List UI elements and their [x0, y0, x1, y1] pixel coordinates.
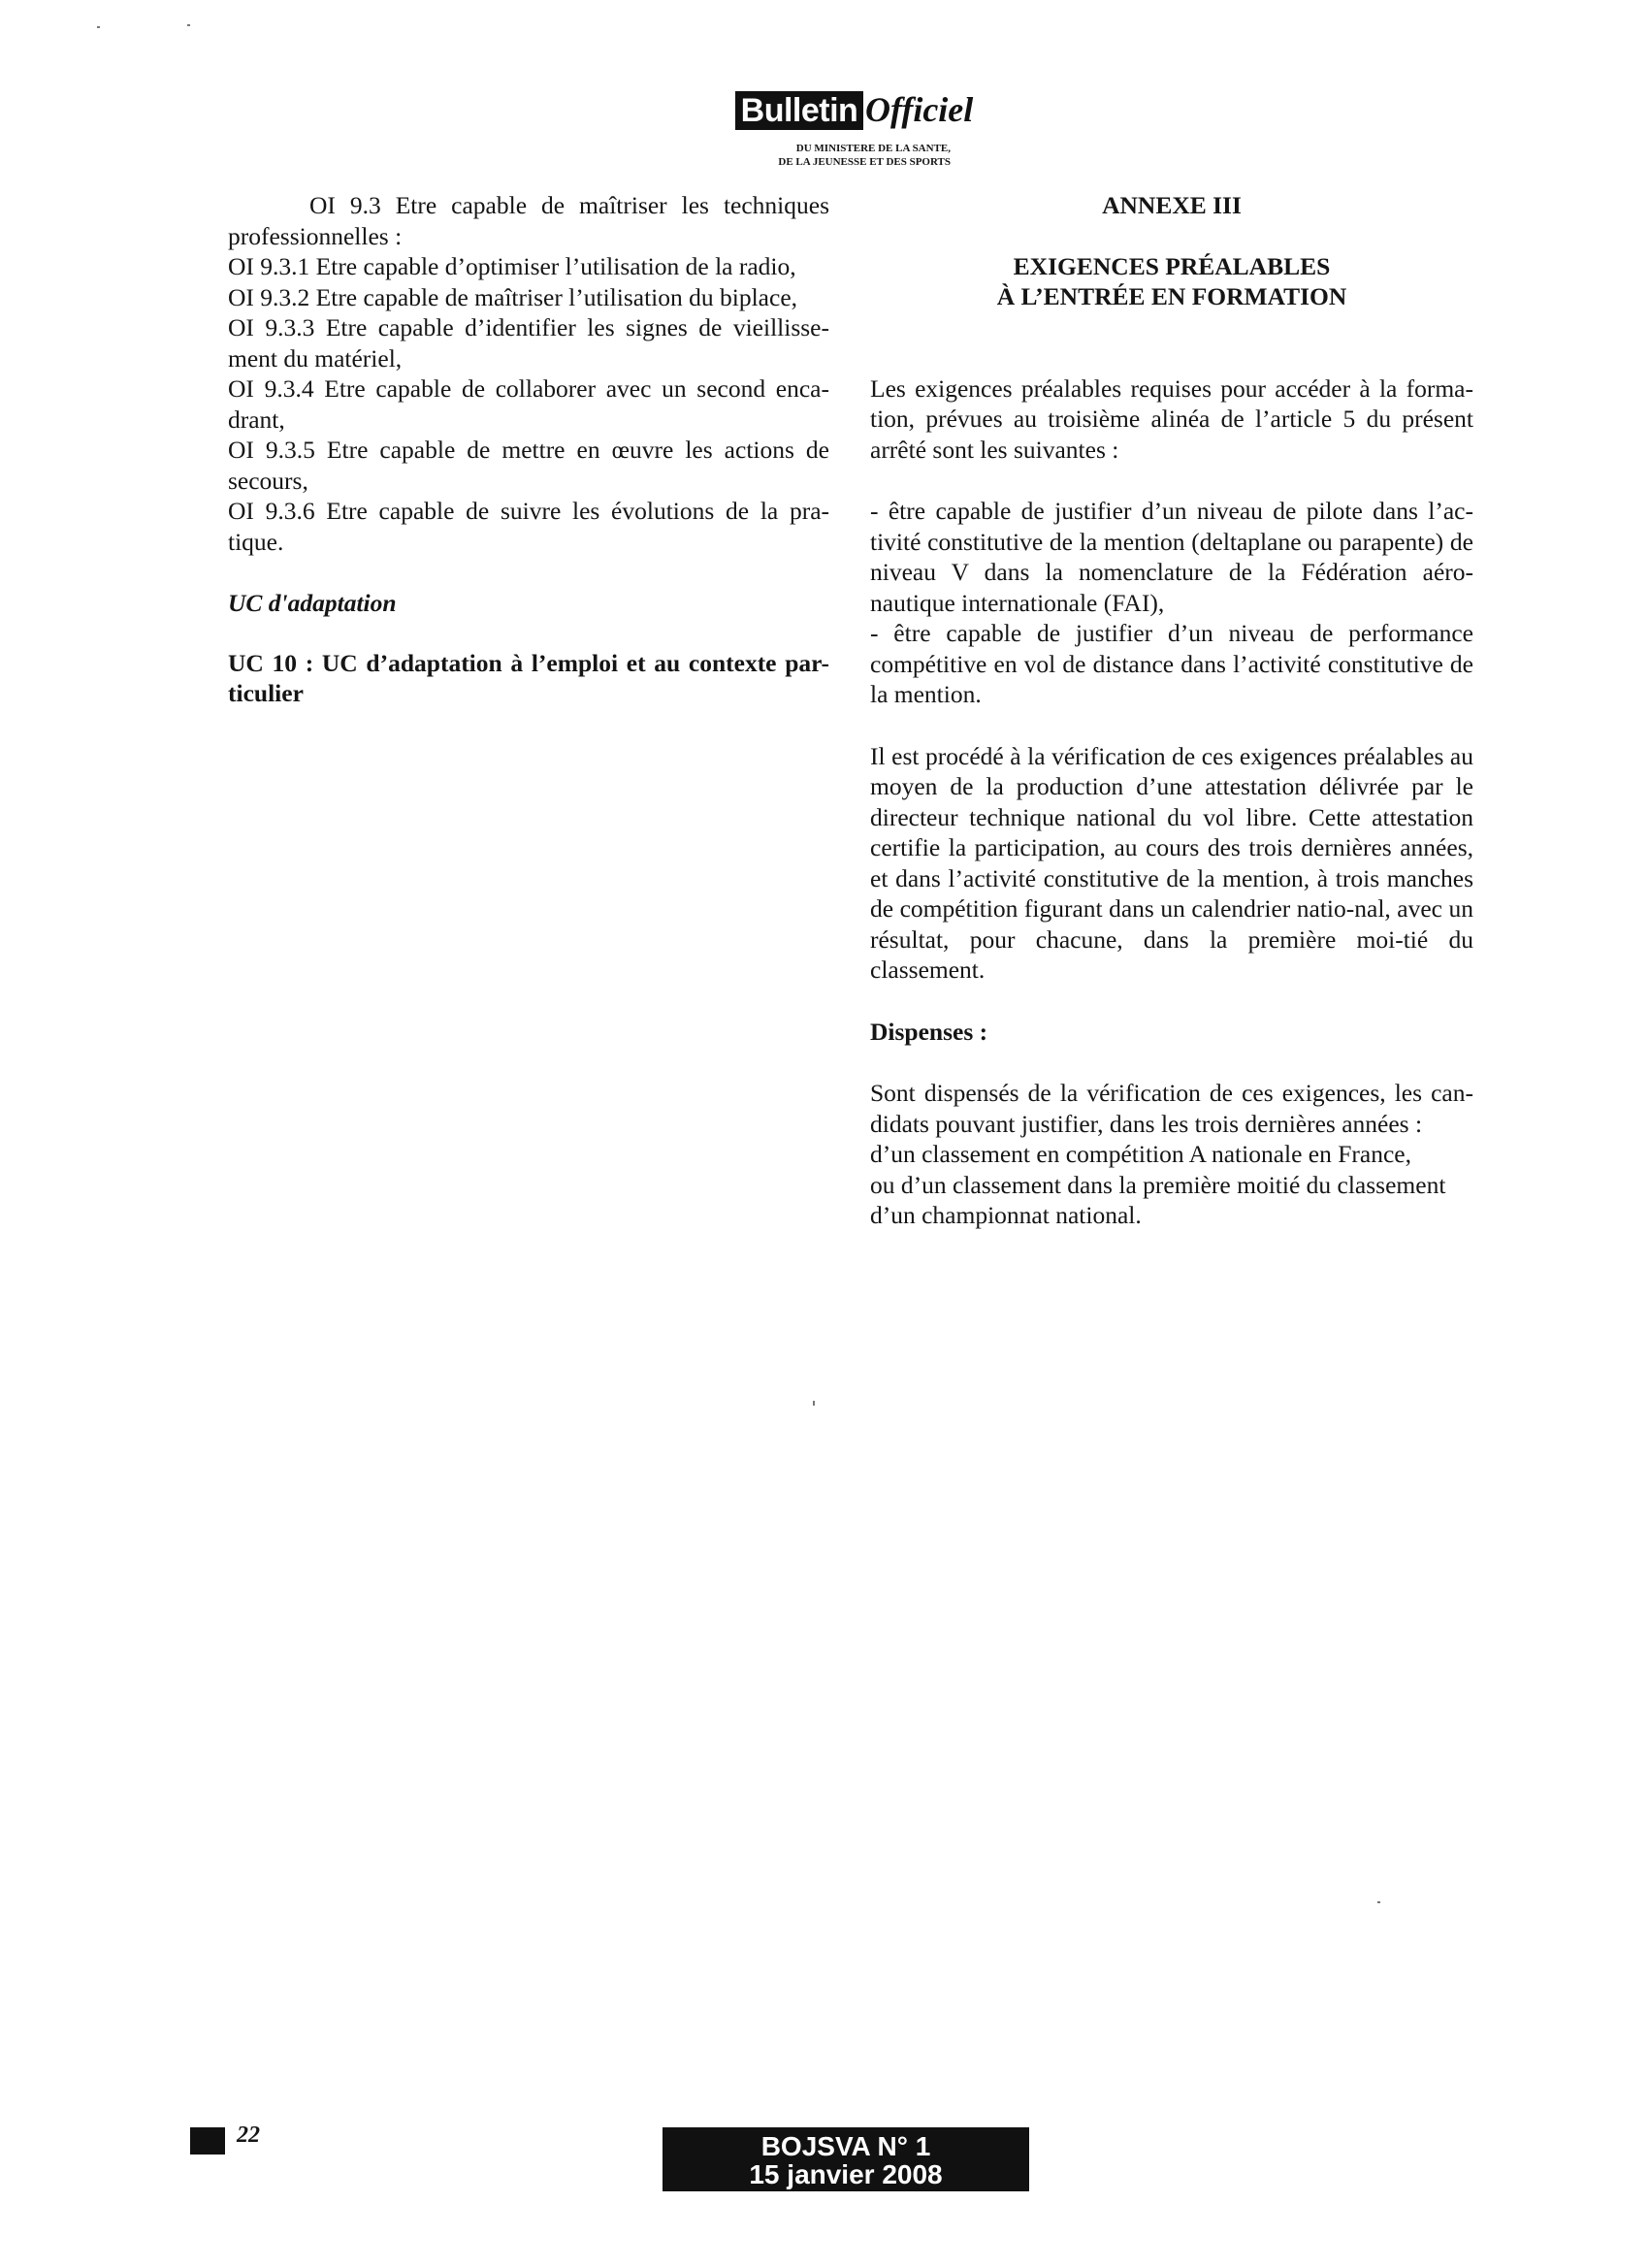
- page-number-marker: [190, 2127, 225, 2155]
- uc10-heading: UC 10 : UC d’adaptation à l’emploi et au contexte par-ticulier: [228, 648, 829, 707]
- oi-item: OI 9.3.2 Etre capable de maîtriser l’utilisation du biplace,: [228, 282, 798, 311]
- annexe-title: ANNEXE III: [1102, 191, 1242, 219]
- oi-item: OI 9.3.1 Etre capable d’optimiser l’utilisation de la radio,: [228, 252, 796, 280]
- requirement-bullet: - être capable de justifier d’un niveau de performance compétitive en vol de distance dans l’activité constitutive de la mention.: [870, 619, 1473, 708]
- bulletin-officiel-masthead: [735, 89, 978, 167]
- uc-adaptation-heading: UC d'adaptation: [228, 589, 397, 617]
- oi-9-3-heading-line-2: professionnelles :: [228, 221, 403, 250]
- masthead-ministry-line-1: DU MINISTERE DE LA SANTE,: [795, 143, 951, 154]
- issue-box: [663, 2127, 1029, 2191]
- oi-item: OI 9.3.5 Etre capable de mettre en œuvre les actions de secours,: [228, 436, 829, 495]
- oi-item: OI 9.3.6 Etre capable de suivre les évolutions de la pra-tique.: [228, 497, 829, 556]
- intro-paragraph: Les exigences préalables requises pour accéder à la forma-tion, prévues au troisième alinéa de l’article 5 du présent arrêté sont les suivantes :: [870, 373, 1473, 464]
- right-column: [870, 190, 1473, 1231]
- left-column: [228, 190, 829, 709]
- scan-speck: [813, 1401, 815, 1406]
- dispenses-heading: Dispenses :: [870, 1017, 988, 1046]
- scan-speck: [187, 24, 190, 26]
- masthead-officiel-word: Officiel: [865, 90, 974, 129]
- requirement-bullet: - être capable de justifier d’un niveau de pilote dans l’ac-tivité constitutive de la mention (deltaplane ou parapente) de niveau V dans la nomenclature de la Fédération aéro-nautique internationale (FAI),: [870, 497, 1473, 617]
- masthead-ministry-line-2: DE LA JEUNESSE ET DES SPORTS: [778, 156, 951, 168]
- oi-9-3-heading-line-1: OI 9.3 Etre capable de maîtriser les techniques: [309, 191, 829, 219]
- oi-item: OI 9.3.4 Etre capable de collaborer avec un second enca-drant,: [228, 374, 829, 434]
- masthead-ministry: [735, 142, 951, 169]
- scan-speck: [97, 26, 100, 28]
- dispenses-line: d’un championnat national.: [870, 1201, 1142, 1229]
- oi-item: OI 9.3.3 Etre capable d’identifier les signes de vieillisse-ment du matériel,: [228, 313, 829, 373]
- dispenses-paragraph: Sont dispensés de la vérification de ces exigences, les can-didats pouvant justifier, dans les trois dernières années :: [870, 1079, 1473, 1138]
- dispenses-line: ou d’un classement dans la première moitié du classement: [870, 1170, 1446, 1199]
- verification-paragraph: Il est procédé à la vérification de ces exigences préalables au moyen de la production d’une attestation délivrée par le directeur technique national du vol libre. Cette attestation certifie la participation, au cours des trois dernières années, et dans l’activité constitutive de la mention, à trois manches de compétition figurant dans un calendrier natio-nal, avec un résultat, pour chacune, dans la première moi-tié du classement.: [870, 741, 1473, 984]
- page-number: 22: [237, 2122, 260, 2148]
- dispenses-line: d’un classement en compétition A nationale en France,: [870, 1140, 1411, 1168]
- masthead-bulletin-word: Bulletin: [735, 91, 863, 130]
- scan-speck: [1377, 1901, 1380, 1903]
- issue-date: 15 janvier 2008: [749, 2159, 943, 2189]
- annexe-subtitle-line-1: EXIGENCES PRÉALABLES: [1013, 251, 1331, 280]
- issue-number: BOJSVA N° 1: [760, 2131, 931, 2161]
- annexe-subtitle-line-2: À L’ENTRÉE EN FORMATION: [996, 282, 1347, 310]
